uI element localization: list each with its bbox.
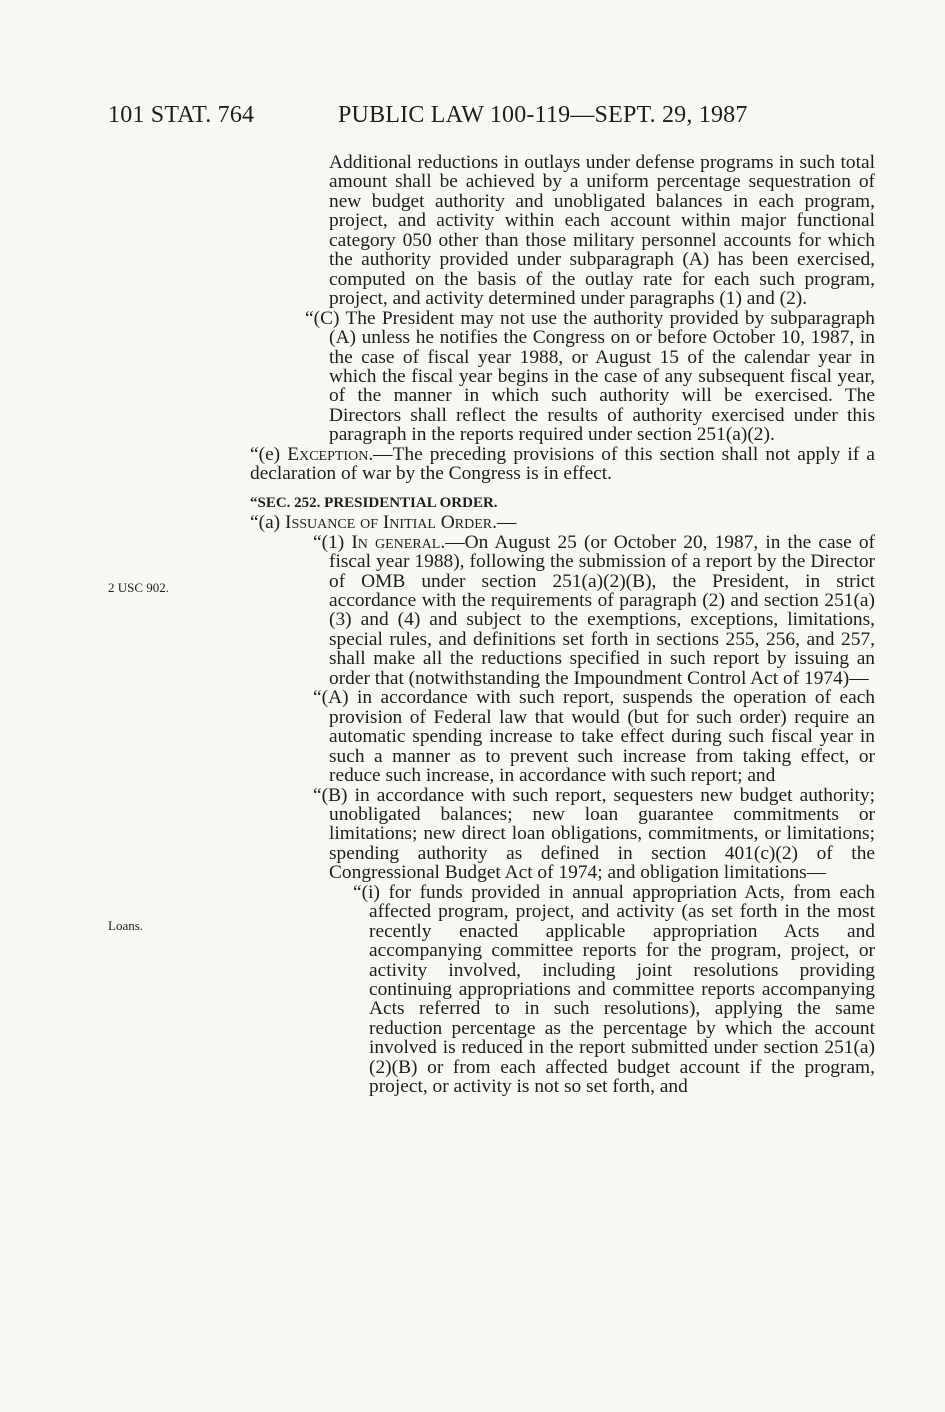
paragraph-c-text: The President may not use the authority provided by subparagraph (A) unless he notifies the Congress on or before October 10, 1987, in the case of fiscal year 1988, or August 15 of the calendar year in which the fiscal year begins in the case of any subsequent fiscal year, of the manner in which such authority will be exercised. The Directors shall reflect the results of authority exercised under this paragraph in the reports required under section 251(a)(2).: [329, 307, 876, 446]
clause-i: [250, 883, 875, 1097]
subsection-e-text: —The preceding provisions of this section shall not apply if a declaration of war by the Congress is in effect.: [250, 443, 875, 485]
subsection-e-heading: Exception.: [287, 443, 374, 465]
subparagraph-B: [250, 786, 875, 883]
paragraph-additional-reductions: Additional reductions in outlays under defense programs in such total amount shall be achieved by a uniform percentage sequestration of new budget authority and unobligated balances in each program, project, and activity within each account within major functional category 050 other than those military personnel accounts for which the authority provided under subparagraph (A) has been exercised, computed on the basis of the outlay rate for each such program, project, and activity determined under paragraphs (1) and (2).: [329, 152, 875, 310]
paragraph-1-label: “(1): [313, 531, 345, 553]
section-252-title: “SEC. 252. PRESIDENTIAL ORDER.: [250, 494, 498, 511]
subparagraph-A-label: “(A): [313, 687, 349, 709]
subsection-a: [250, 513, 875, 532]
subsection-a-heading: Issuance of Initial Order.: [285, 512, 497, 534]
paragraph-1-heading: In general.: [351, 531, 446, 553]
running-header: PUBLIC LAW 100-119—SEPT. 29, 1987: [338, 102, 748, 128]
subsection-e: [250, 445, 875, 484]
subsection-e-label: “(e): [250, 443, 281, 465]
margin-note-usc: 2 USC 902.: [108, 580, 170, 595]
subparagraph-A: [250, 688, 875, 785]
page-citation: 101 STAT. 764: [108, 102, 255, 128]
paragraph-c: [250, 309, 875, 445]
subparagraph-A-text: in accordance with such report, suspends the operation of each provision of Federal law that would (but for such order) require an automatic spending increase to take effect during such fiscal year in such a manner as to prevent such increase from taking effect, or reduce such increase, in accordance with such report; and: [329, 687, 875, 787]
body-text: [250, 153, 875, 1097]
paragraph-1-text: —On August 25 (or October 20, 1987, in the case of fiscal year 1988), following the submission of a report by the Director of OMB under section 251(a)(2)(B), the President, in strict accordance with the requirements of paragraph (2) and section 251(a) (3) and (4) and subject to the exemptions, exceptions, limitations, special rules, and definitions set forth in sections 255, 256, and 257, shall make all the reductions specified in such report by issuing an order that (notwithstanding the Impoundment Control Act of 1974)—: [329, 531, 875, 689]
subsection-a-label: “(a): [250, 512, 281, 534]
clause-i-label: “(i): [353, 881, 380, 903]
subsection-a-dash: —: [496, 512, 517, 534]
clause-i-text: for funds provided in annual appropriation Acts, from each affected program, project, and activity (as set forth in the most recently enacted applicable appropriation Acts and accompanying committee reports for the program, project, or activity involved, including joint resolutions providing continuing appropriations and committee reports accompanying Acts referred to in such resolutions), applying the same reduction percentage as the percentage by which the account involved is reduced in the report submitted under section 251(a)(2)(B) or from each affected budget account if the program, project, or activity is not so set forth, and: [369, 881, 875, 1098]
paragraph-c-label: “(C): [305, 307, 340, 329]
margin-note-loans: Loans.: [108, 918, 144, 933]
subparagraph-B-text: in accordance with such report, sequesters new budget authority; unobligated balances; new loan guarantee commitments or limitations; new direct loan obligations, commitments, or limitations; spending authority as defined in section 401(c)(2) of the Congressional Budget Act of 1974; and obligation limitations—: [329, 784, 875, 884]
subparagraph-B-label: “(B): [313, 784, 348, 806]
paragraph-1: [250, 533, 875, 689]
